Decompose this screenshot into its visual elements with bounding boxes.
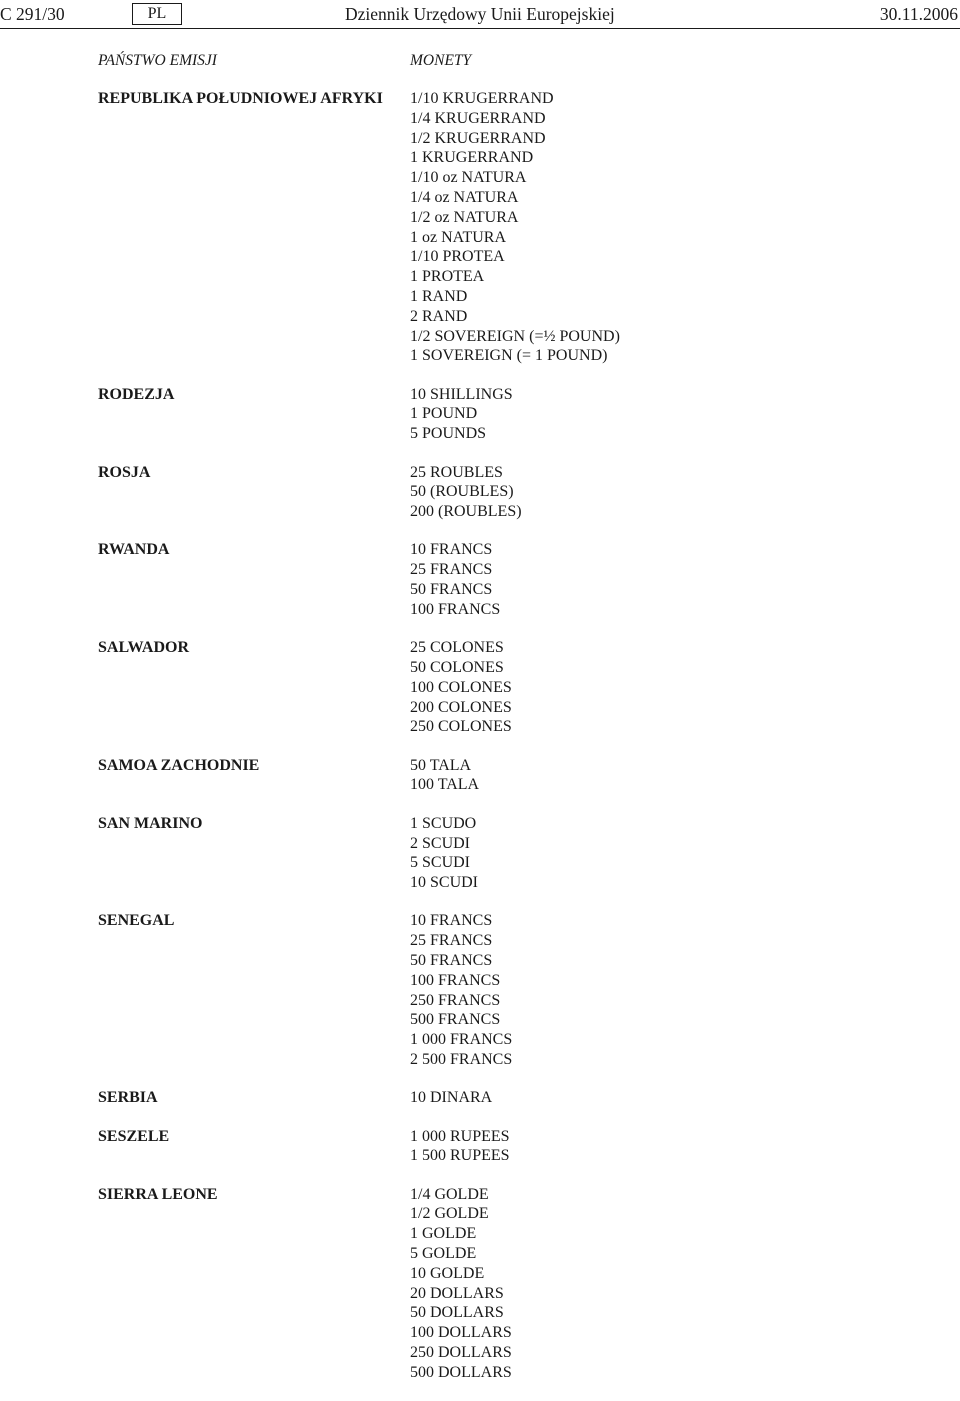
coin-list bbox=[410, 463, 960, 522]
coin-item: 100 FRANCS bbox=[410, 971, 501, 989]
coin-list bbox=[410, 385, 960, 444]
table-row bbox=[0, 1185, 960, 1383]
coin-item: 200 COLONES bbox=[410, 698, 512, 716]
table-row bbox=[0, 911, 960, 1069]
coin-list bbox=[410, 911, 960, 1069]
page-reference: C 291/30 bbox=[0, 4, 65, 24]
coin-item: 5 SCUDI bbox=[410, 854, 471, 872]
coin-item: 250 COLONES bbox=[410, 718, 512, 736]
coin-item: 1/2 oz NATURA bbox=[410, 208, 519, 226]
table-row bbox=[0, 385, 960, 444]
coin-list bbox=[410, 638, 960, 737]
coin-item: 25 COLONES bbox=[410, 639, 504, 657]
country-name: SENEGAL bbox=[98, 912, 175, 930]
column-heading-coins: MONETY bbox=[410, 52, 472, 69]
coin-item: 500 FRANCS bbox=[410, 1011, 501, 1029]
coin-item: 1 GOLDE bbox=[410, 1225, 477, 1243]
coin-item: 1 500 RUPEES bbox=[410, 1147, 510, 1165]
table-row bbox=[0, 1127, 960, 1167]
coin-item: 1/10 KRUGERRAND bbox=[410, 90, 554, 107]
coin-item: 1 SCUDO bbox=[410, 814, 477, 832]
page-header bbox=[0, 0, 960, 26]
coin-item: 1 SOVEREIGN (= 1 POUND) bbox=[410, 347, 608, 365]
coin-item: 250 DOLLARS bbox=[410, 1344, 512, 1362]
coin-item: 50 COLONES bbox=[410, 658, 504, 676]
table-row bbox=[0, 1088, 960, 1108]
journal-title: Dziennik Urzędowy Unii Europejskiej bbox=[345, 4, 615, 24]
coin-item: 2 RAND bbox=[410, 307, 468, 325]
coin-list bbox=[410, 540, 960, 619]
coin-item: 50 TALA bbox=[410, 756, 472, 774]
coin-item: 50 DOLLARS bbox=[410, 1304, 504, 1322]
coin-item: 10 FRANCS bbox=[410, 912, 493, 930]
coin-item: 1 000 RUPEES bbox=[410, 1127, 510, 1145]
country-name: SALWADOR bbox=[98, 639, 189, 657]
coin-item: 1/4 oz NATURA bbox=[410, 188, 519, 206]
coin-item: 1 KRUGERRAND bbox=[410, 149, 534, 167]
column-heading-state: PAŃSTWO EMISJI bbox=[98, 52, 217, 69]
coin-item: 100 DOLLARS bbox=[410, 1324, 512, 1342]
coin-item: 1/10 PROTEA bbox=[410, 248, 505, 266]
coin-item: 2 500 FRANCS bbox=[410, 1050, 513, 1068]
coin-item: 1/2 GOLDE bbox=[410, 1205, 489, 1223]
coin-item: 1 RAND bbox=[410, 287, 468, 305]
coin-list bbox=[410, 1088, 960, 1108]
coin-list bbox=[410, 814, 960, 893]
coin-item: 2 SCUDI bbox=[410, 834, 471, 852]
coin-item: 200 (ROUBLES) bbox=[410, 503, 522, 521]
coin-item: 10 GOLDE bbox=[410, 1264, 485, 1282]
coin-item: 20 DOLLARS bbox=[410, 1284, 504, 1302]
coin-item: 5 GOLDE bbox=[410, 1245, 477, 1263]
coin-item: 5 POUNDS bbox=[410, 425, 487, 443]
coin-item: 1/4 GOLDE bbox=[410, 1185, 489, 1203]
coin-item: 10 SHILLINGS bbox=[410, 385, 513, 403]
coin-item: 100 TALA bbox=[410, 776, 480, 794]
coin-item: 1/2 KRUGERRAND bbox=[410, 129, 546, 147]
country-name: SESZELE bbox=[98, 1127, 170, 1145]
language-box: PL bbox=[132, 3, 182, 25]
coin-item: 1 PROTEA bbox=[410, 268, 485, 286]
table-row bbox=[0, 463, 960, 522]
coin-list bbox=[410, 1127, 960, 1167]
coin-item: 1 000 FRANCS bbox=[410, 1031, 513, 1049]
coin-item: 1/4 KRUGERRAND bbox=[410, 109, 546, 127]
coin-list bbox=[410, 89, 960, 366]
coin-item: 50 FRANCS bbox=[410, 581, 493, 599]
coin-item: 250 FRANCS bbox=[410, 991, 501, 1009]
country-name: RWANDA bbox=[98, 541, 170, 559]
table-row bbox=[0, 638, 960, 737]
table-row bbox=[0, 756, 960, 796]
coin-item: 50 FRANCS bbox=[410, 951, 493, 969]
table-row bbox=[0, 89, 960, 366]
coin-item: 1 oz NATURA bbox=[410, 228, 506, 246]
country-name: ROSJA bbox=[98, 463, 151, 481]
coin-item: 10 FRANCS bbox=[410, 541, 493, 559]
table-row bbox=[0, 814, 960, 893]
coin-item: 50 (ROUBLES) bbox=[410, 483, 514, 501]
country-name: SERBIA bbox=[98, 1089, 158, 1107]
coin-item: 500 DOLLARS bbox=[410, 1363, 512, 1381]
coin-item: 25 FRANCS bbox=[410, 932, 493, 950]
coin-item: 100 COLONES bbox=[410, 678, 512, 696]
coin-list bbox=[410, 756, 960, 796]
coin-item: 100 FRANCS bbox=[410, 600, 501, 618]
publication-date: 30.11.2006 bbox=[879, 4, 958, 24]
country-name: SAN MARINO bbox=[98, 814, 203, 832]
country-name: SIERRA LEONE bbox=[98, 1185, 218, 1203]
table-row bbox=[0, 540, 960, 619]
coin-item: 1/2 SOVEREIGN (=½ POUND) bbox=[410, 327, 620, 345]
country-name: SAMOA ZACHODNIE bbox=[98, 756, 260, 774]
coin-list bbox=[410, 1185, 960, 1383]
coin-item: 25 FRANCS bbox=[410, 561, 493, 579]
coin-item: 25 ROUBLES bbox=[410, 463, 503, 481]
country-name: RODEZJA bbox=[98, 385, 175, 403]
coin-table bbox=[0, 89, 960, 1401]
coin-item: 1 POUND bbox=[410, 405, 478, 423]
header-rule bbox=[0, 28, 960, 29]
coin-item: 1/10 oz NATURA bbox=[410, 169, 527, 187]
coin-item: 10 SCUDI bbox=[410, 874, 479, 892]
country-name: REPUBLIKA POŁUDNIOWEJ AFRYKI bbox=[98, 90, 383, 107]
coin-item: 10 DINARA bbox=[410, 1089, 493, 1107]
